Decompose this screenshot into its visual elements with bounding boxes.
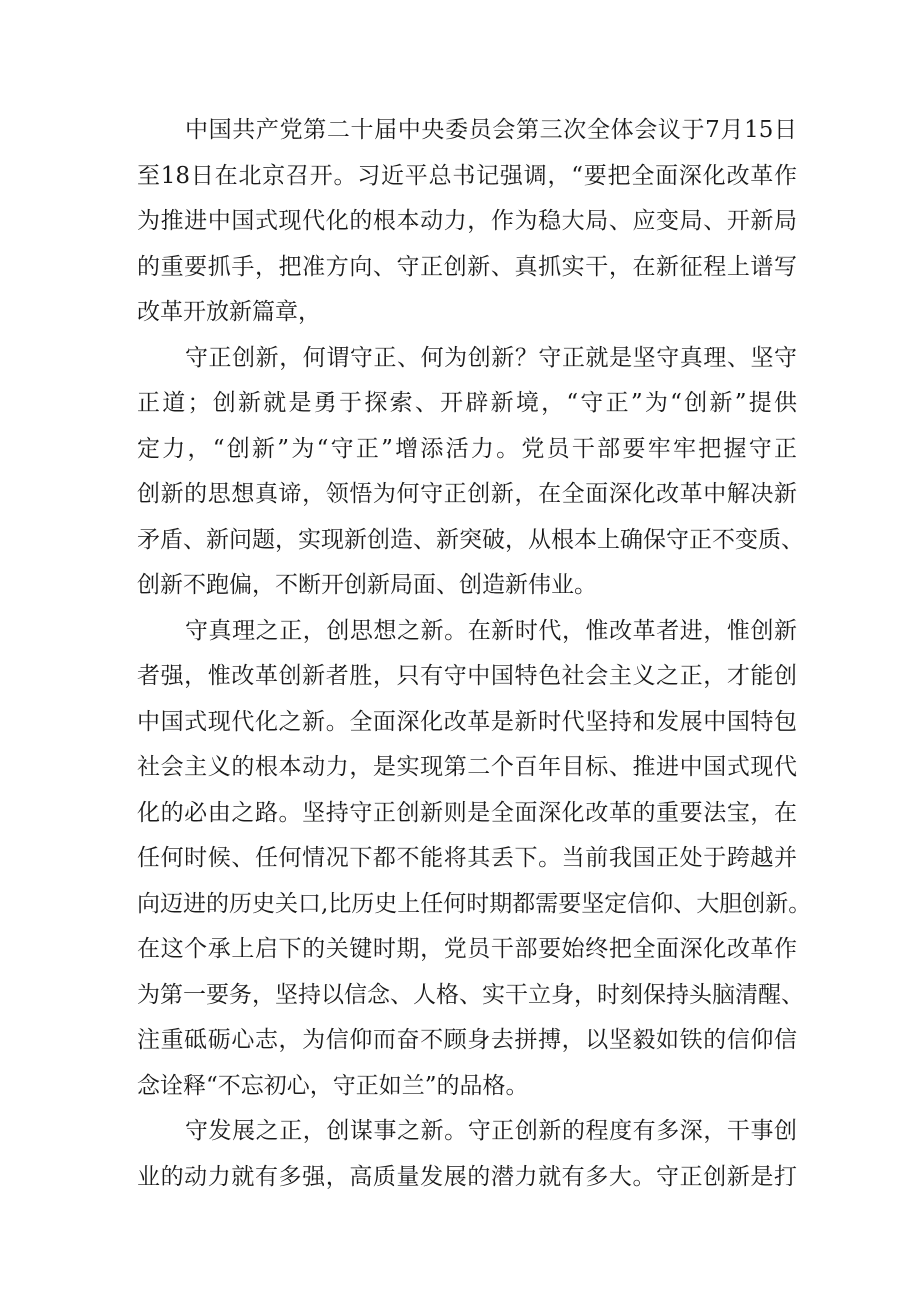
- text-line: 业的动力就有多强，高质量发展的潜力就有多大。守正创新是打: [137, 1163, 797, 1190]
- text-line: 创新的思想真谛，领悟为何守正创新，在全面深化改革中解决新: [137, 481, 797, 507]
- text-line: 矛盾、新问题，实现新创造、新突破，从根本上确保守正不变质、: [137, 526, 804, 553]
- text-line: 守真理之正，创思想之新。在新时代，惟改革者进，惟创新: [185, 617, 797, 644]
- text-line: 念诠释“不忘初心，守正如兰”的品格。: [137, 1072, 529, 1099]
- text-line: 创新不跑偏，不断开创新局面、创造新伟业。: [137, 572, 597, 598]
- document-body: [137, 108, 812, 1200]
- text-line: 在这个承上启下的关键时期，党员干部要始终把全面深化改革作: [137, 936, 797, 962]
- text-line: 向迈进的历史关口,比历史上任何时期都需要坚定信仰、大胆创新。: [137, 890, 812, 917]
- text-line: 至18日在北京召开。习近平总书记强调，“要把全面深化改革作: [137, 162, 797, 189]
- text-line: 任何时候、任何情况下都不能将其丢下。当前我国正处于跨越并: [137, 845, 797, 871]
- text-line: 中国共产党第二十届中央委员会第三次全体会议于7月15日: [185, 117, 797, 143]
- text-line: 为推进中国式现代化的根本动力，作为稳大局、应变局、开新局: [137, 208, 797, 234]
- text-line: 为第一要务，坚持以信念、人格、实干立身，时刻保持头脑清醒、: [137, 981, 804, 1008]
- text-line: 守正创新，何谓守正、何为创新？守正就是坚守真理、坚守: [185, 344, 797, 371]
- text-line: 的重要抓手，把准方向、守正创新、真抓实干，在新征程上谱写: [137, 253, 797, 280]
- text-line: 社会主义的根本动力，是实现第二个百年目标、推进中国式现代: [137, 754, 797, 780]
- text-line: 中国式现代化之新。全面深化改革是新时代坚持和发展中国特包: [137, 708, 797, 735]
- text-line: 正道；创新就是勇于探索、开辟新境，“守正”为“创新”提供: [137, 390, 797, 416]
- text-line: 化的必由之路。坚持守正创新则是全面深化改革的重要法宝，在: [137, 799, 797, 826]
- text-line: 改革开放新篇章，: [137, 299, 321, 325]
- paragraph-1: [137, 108, 797, 336]
- text-line: 定力，“创新”为“守正”增添活力。党员干部要牢牢把握守正: [137, 435, 797, 462]
- text-line: 守发展之正，创谋事之新。守正创新的程度有多深，干事创: [185, 1118, 797, 1144]
- text-line: 注重砥砺心志，为信仰而奋不顾身去拼搏，以坚毅如铁的信仰信: [137, 1027, 797, 1053]
- text-line: 者强，惟改革创新者胜，只有守中国特色社会主义之正，才能创: [137, 663, 797, 689]
- paragraph-2: [137, 336, 804, 609]
- paragraph-3: [137, 609, 812, 1110]
- paragraph-4: [137, 1109, 797, 1200]
